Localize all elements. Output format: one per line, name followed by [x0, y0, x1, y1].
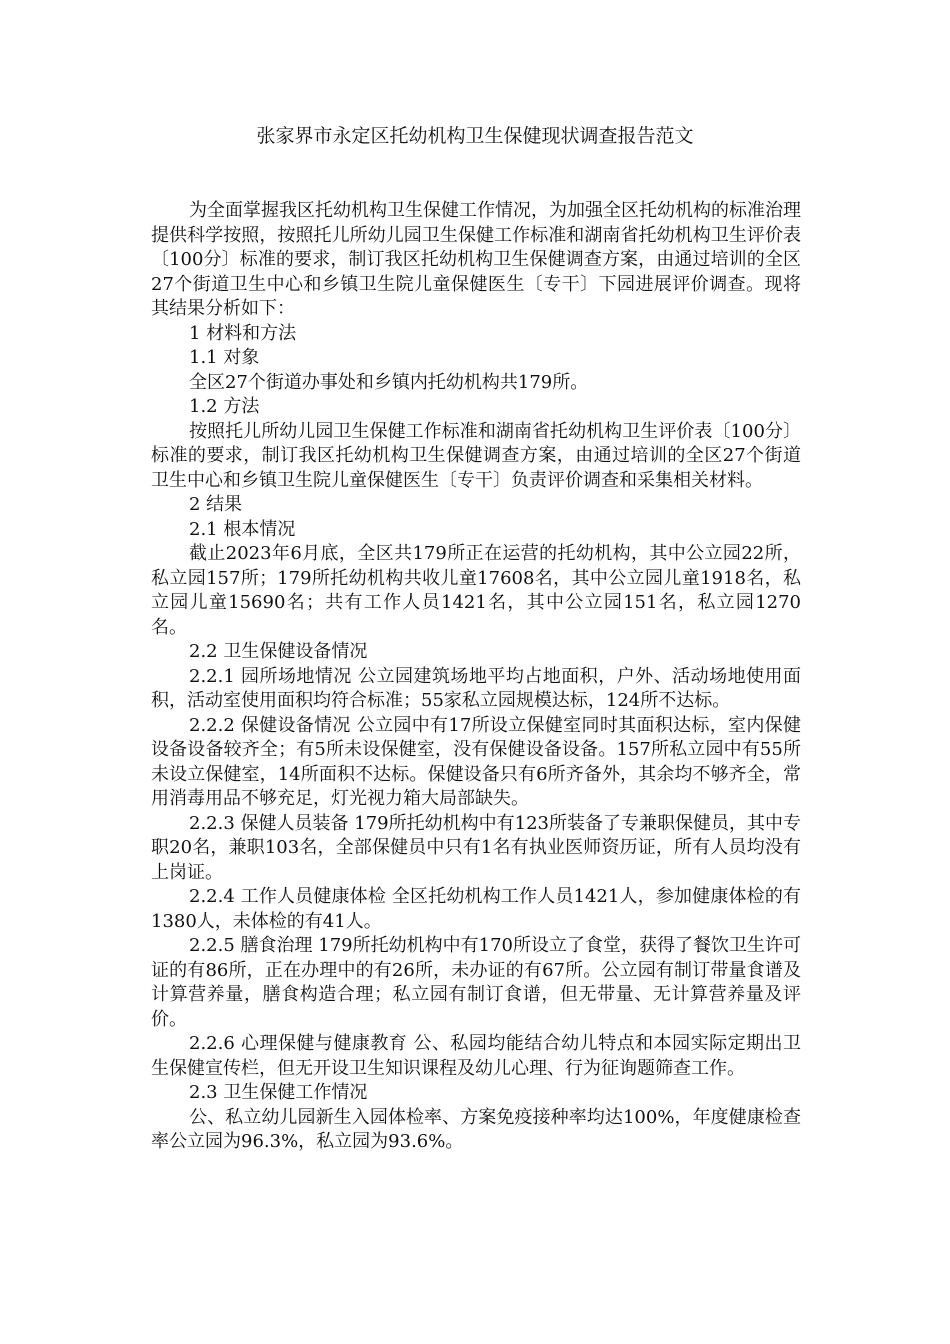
- subsection-heading-basic-situation: 2.1 根本情况: [189, 518, 296, 540]
- subsection-heading-facilities: 2.2 卫生保健设备情况: [189, 641, 368, 662]
- section-heading-results: 2 结果: [189, 494, 243, 515]
- staff-checkup-paragraph: 2.2.4 工作人员健康体检 全区托幼机构工作人员1421人，参加健康体检的有1380人，未体检的有41人。: [151, 886, 801, 932]
- methods-paragraph: 按照托儿所幼儿园卫生保健工作标准和湖南省托幼机构卫生评价表〔100分〕标准的要求，制订我区托幼机构卫生保健调查方案，由通过培训的全区27个街道卫生中心和乡镇卫生院儿童保健医生〔专干〕负责评价调查和采集相关材料。: [151, 420, 801, 491]
- subsection-heading-health-work: 2.3 卫生保健工作情况: [189, 1082, 368, 1103]
- basic-situation-paragraph: 截止2023年6月底，全区共179所正在运营的托幼机构，其中公立园22所，私立园157所；179所托幼机构共收儿童17608名，其中公立园儿童1918名，私立园儿童15690名；共有工作人员1421名，其中公立园151名，私立园1270名。: [151, 543, 801, 638]
- document-title: 张家界市永定区托幼机构卫生保健现状调查报告范文: [256, 125, 694, 147]
- health-equipment-paragraph: 2.2.2 保健设备情况 公立园中有17所设立保健室同时其面积达标，室内保健设备设备较齐全；有5所未设保健室，没有保健设备设备。157所私立园中有55所未设立保健室，14所面积不达标。保健设备只有6所齐备外，其余均不够齐全，常用消毒用品不够充足，灯光视力箱大局部缺失。: [151, 714, 801, 809]
- site-conditions-paragraph: 2.2.1 园所场地情况 公立园建筑场地平均占地面积，户外、活动场地使用面积，活动室使用面积均符合标准；55家私立园规模达标，124所不达标。: [151, 665, 801, 711]
- health-work-paragraph: 公、私立幼儿园新生入园体检率、方案免疫接种率均达100%，年度健康检查率公立园为96.3%，私立园为93.6%。: [151, 1106, 801, 1152]
- subsection-heading-methods: 1.2 方法: [189, 396, 260, 417]
- health-staff-paragraph: 2.2.3 保健人员装备 179所托幼机构中有123所装备了专兼职保健员，其中专职20名，兼职103名，全部保健员中只有1名有执业医师资历证，所有人员均没有上岗证。: [151, 812, 801, 883]
- subsection-heading-subjects: 1.1 对象: [189, 347, 260, 368]
- subjects-paragraph: 全区27个街道办事处和乡镇内托幼机构共179所。: [189, 371, 589, 393]
- section-heading-materials-methods: 1 材料和方法: [189, 322, 297, 344]
- intro-paragraph: 为全面掌握我区托幼机构卫生保健工作情况，为加强全区托幼机构的标准治理提供科学按照，按照托儿所幼儿园卫生保健工作标准和湖南省托幼机构卫生评价表〔100分〕标准的要求，制订我区托幼机构卫生保健调查方案，由通过培训的全区27个街道卫生中心和乡镇卫生院儿童保健医生〔专干〕下园进展评价调查。现将其结果分析如下：: [151, 200, 801, 319]
- document-body: [151, 199, 801, 1155]
- diet-management-paragraph: 2.2.5 膳食治理 179所托幼机构中有170所设立了食堂，获得了餐饮卫生许可证的有86所，正在办理中的有26所，未办证的有67所。公立园有制订带量食谱及计算营养量，膳食构造合理；私立园有制订食谱，但无带量、无计算营养量及评价。: [151, 935, 801, 1030]
- health-education-paragraph: 2.2.6 心理保健与健康教育 公、私园均能结合幼儿特点和本园实际定期出卫生保健宣传栏，但无开设卫生知识课程及幼儿心理、行为征询题筛查工作。: [151, 1033, 801, 1079]
